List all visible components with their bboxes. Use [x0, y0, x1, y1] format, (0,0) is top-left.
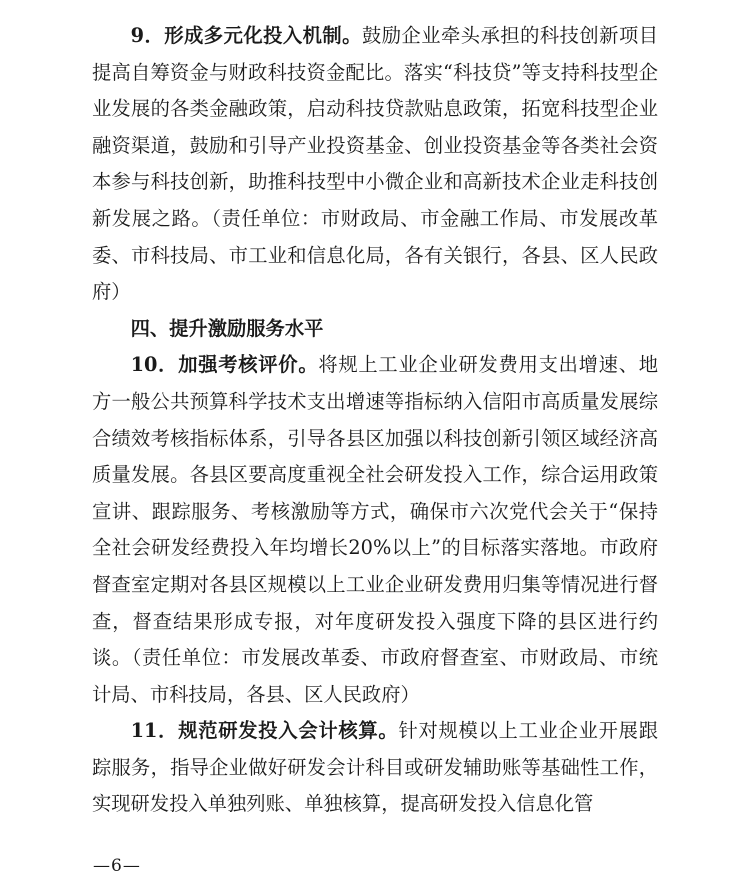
page-number: —6— [93, 856, 141, 876]
paragraph-11 [92, 713, 658, 823]
paragraph-9 [92, 18, 658, 311]
paragraph-11-lead: 11．规范研发投入会计核算。 [130, 719, 399, 743]
paragraph-11-text: 针对规模以上工业企业开展跟踪服务，指导企业做好研发会计科目或研发辅助账等基础性工作，实现研发投入单独列账、单独核算，提高研发投入信息化管 [92, 719, 658, 816]
paragraph-9-lead: 9．形成多元化投入机制。 [130, 24, 362, 47]
paragraph-10-lead: 10．加强考核评价。 [130, 353, 319, 377]
document-body [92, 18, 658, 823]
paragraph-10-text: 将规上工业企业研发费用支出增速、地方一般公共预算科学技术支出增速等指标纳入信阳市高质量发展综合绩效考核指标体系，引导各县区加强以科技创新引领区域经济高质量发展。各县区要高度重视全社会研发投入工作，综合运用政策宣讲、跟踪服务、考核激励等方式，确保市六次党代会关于“保持全社会研发经费投入年均增长20%以上”的目标落实落地。市政府督查室定期对各县区规模以上工业企业研发费用归集等情况进行督查，督查结果形成专报，对年度研发投入强度下降的县区进行约谈。（责任单位：市发展改革委、市政府督查室、市财政局、市统计局、市科技局，各县、区人民政府） [92, 353, 658, 706]
paragraph-9-text: 鼓励企业牵头承担的科技创新项目提高自筹资金与财政科技资金配比。落实“科技贷”等支持科技型企业发展的各类金融政策，启动科技贷款贴息政策，拓宽科技型企业融资渠道，鼓励和引导产业投资基金、创业投资基金等各类社会资本参与科技创新，助推科技型中小微企业和高新技术企业走科技创新发展之路。（责任单位：市财政局、市金融工作局、市发展改革委、市科技局、市工业和信息化局，各有关银行，各县、区人民政府） [92, 24, 658, 304]
paragraph-10 [92, 347, 658, 713]
section-heading: 四、提升激励服务水平 [130, 316, 324, 340]
